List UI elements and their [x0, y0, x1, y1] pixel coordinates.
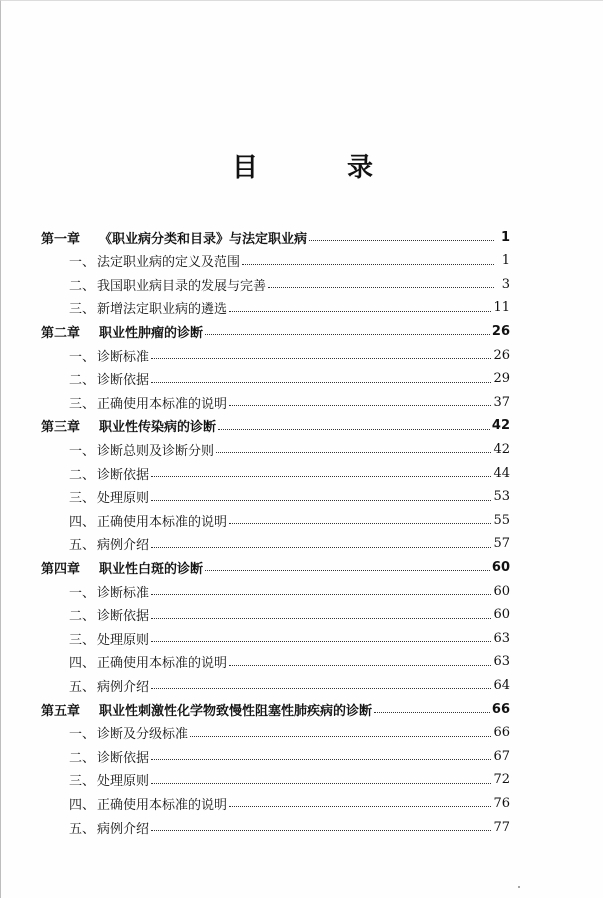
toc-section-entry: [69, 343, 510, 367]
entry-title: 正确使用本标准的说明: [97, 797, 228, 813]
entry-number: 一、: [69, 349, 96, 365]
entry-number: 三、: [69, 396, 96, 412]
toc-section-entry: [69, 296, 510, 320]
entry-title: 诊断标准: [97, 585, 150, 601]
dot-leader: [205, 333, 490, 335]
entry-number: 五、: [69, 821, 96, 837]
toc-section-entry: [69, 791, 510, 815]
page-number: 64: [493, 677, 510, 693]
dot-leader: [205, 569, 490, 571]
entry-number: 一、: [69, 443, 96, 459]
entry-title: 法定职业病的定义及范围: [97, 255, 241, 271]
dot-leader: [151, 357, 491, 359]
dot-leader: [151, 499, 491, 501]
toc-section-entry: [69, 815, 510, 839]
entry-title: 诊断依据: [97, 467, 150, 483]
page-number: 53: [493, 489, 510, 505]
toc-section-entry: [69, 579, 510, 603]
entry-title: 病例介绍: [97, 821, 150, 837]
page-number: 1: [500, 229, 510, 245]
page-number: 44: [493, 465, 510, 481]
entry-number: 第二章: [41, 325, 81, 341]
toc-chapter-entry: [41, 555, 510, 579]
dot-leader: [268, 286, 494, 288]
entry-number: 一、: [69, 585, 96, 601]
dot-leader: [229, 522, 491, 524]
entry-number: 二、: [69, 278, 96, 294]
toc-chapter-entry: [41, 225, 510, 249]
entry-number: 五、: [69, 679, 96, 695]
dot-leader: [218, 428, 490, 430]
page-title: 目 录: [231, 153, 414, 183]
dot-leader: [151, 593, 491, 595]
entry-number: 四、: [69, 797, 96, 813]
entry-number: 二、: [69, 609, 96, 625]
entry-number: 三、: [69, 632, 96, 648]
entry-number: 四、: [69, 656, 96, 672]
entry-number: 三、: [69, 491, 96, 507]
entry-number: 四、: [69, 514, 96, 530]
dot-leader: [229, 404, 491, 406]
entry-title: 正确使用本标准的说明: [97, 514, 228, 530]
toc-section-entry: [69, 272, 510, 296]
page-number: 55: [493, 512, 510, 528]
toc-chapter-entry: [41, 697, 510, 721]
dot-leader: [151, 475, 491, 477]
dot-leader: [151, 687, 491, 689]
toc-section-entry: [69, 673, 510, 697]
dot-leader: [151, 782, 491, 784]
toc-section-entry: [69, 650, 510, 674]
toc-section-entry: [69, 390, 510, 414]
dot-leader: [151, 640, 491, 642]
page-number: 29: [493, 371, 510, 387]
entry-title: 处理原则: [97, 632, 150, 648]
toc-section-entry: [69, 768, 510, 792]
dot-leader: [216, 451, 491, 453]
entry-title: 诊断及分级标准: [97, 727, 189, 743]
page-number: 60: [493, 583, 510, 599]
entry-title: 职业性刺激性化学物致慢性阻塞性肺疾病的诊断: [99, 703, 373, 719]
entry-title: 我国职业病目录的发展与完善: [97, 278, 267, 294]
toc-section-entry: [69, 721, 510, 745]
entry-number: 二、: [69, 373, 96, 389]
toc-section-entry: [69, 532, 510, 556]
dot-leader: [374, 711, 490, 713]
page-number: 11: [493, 300, 510, 316]
page-number: 57: [493, 536, 510, 552]
toc-section-entry: [69, 603, 510, 627]
page-number: 63: [493, 654, 510, 670]
toc-section-entry: [69, 485, 510, 509]
entry-number: 三、: [69, 774, 96, 790]
page-number: 42: [491, 418, 510, 434]
entry-title: 《职业病分类和目录》与法定职业病: [99, 231, 308, 247]
toc-section-entry: [69, 508, 510, 532]
scan-speck: [518, 886, 520, 888]
dot-leader: [229, 310, 491, 312]
page-number: 76: [493, 795, 510, 811]
entry-title: 职业性传染病的诊断: [99, 420, 217, 436]
entry-number: 五、: [69, 538, 96, 554]
page-number: 26: [493, 347, 510, 363]
page-number: 66: [491, 701, 510, 717]
entry-number: 第一章: [41, 231, 81, 247]
entry-title: 诊断依据: [97, 750, 150, 766]
entry-title: 诊断总则及诊断分则: [97, 443, 215, 459]
dot-leader: [242, 263, 494, 265]
page-number: 77: [493, 819, 510, 835]
entry-title: 职业性白斑的诊断: [99, 561, 204, 577]
page-number: 3: [501, 276, 510, 292]
page-number: 42: [493, 441, 510, 457]
page-number: 1: [501, 253, 510, 269]
toc-section-entry: [69, 437, 510, 461]
page-number: 60: [493, 607, 510, 623]
page-number: 26: [491, 323, 510, 339]
entry-title: 新增法定职业病的遴选: [97, 302, 228, 318]
page-number: 67: [493, 748, 510, 764]
page-number: 37: [493, 394, 510, 410]
dot-leader: [190, 735, 491, 737]
entry-title: 诊断依据: [97, 609, 150, 625]
entry-number: 第五章: [41, 703, 81, 719]
entry-number: 一、: [69, 727, 96, 743]
toc-chapter-entry: [41, 414, 510, 438]
entry-number: 三、: [69, 302, 96, 318]
dot-leader: [151, 617, 491, 619]
entry-title: 病例介绍: [97, 538, 150, 554]
entry-number: 第三章: [41, 420, 81, 436]
entry-title: 职业性肿瘤的诊断: [99, 325, 204, 341]
dot-leader: [151, 381, 491, 383]
entry-number: 二、: [69, 750, 96, 766]
entry-title: 诊断依据: [97, 373, 150, 389]
page-number: 66: [493, 725, 510, 741]
entry-number: 二、: [69, 467, 96, 483]
toc-section-entry: [69, 461, 510, 485]
toc-section-entry: [69, 744, 510, 768]
dot-leader: [151, 546, 491, 548]
entry-title: 正确使用本标准的说明: [97, 656, 228, 672]
toc-section-entry: [69, 249, 510, 273]
entry-title: 处理原则: [97, 774, 150, 790]
toc-chapter-entry: [41, 319, 510, 343]
toc-section-entry: [69, 626, 510, 650]
entry-number: 第四章: [41, 561, 81, 577]
page-number: 60: [491, 559, 510, 575]
dot-leader: [229, 805, 491, 807]
toc-section-entry: [69, 367, 510, 391]
entry-title: 病例介绍: [97, 679, 150, 695]
entry-title: 诊断标准: [97, 349, 150, 365]
page-number: 63: [493, 630, 510, 646]
entry-title: 处理原则: [97, 491, 150, 507]
dot-leader: [151, 829, 491, 831]
page-number: 72: [493, 772, 510, 788]
entry-number: 一、: [69, 255, 96, 271]
dot-leader: [309, 239, 494, 241]
entry-title: 正确使用本标准的说明: [97, 396, 228, 412]
dot-leader: [229, 664, 491, 666]
dot-leader: [151, 758, 491, 760]
